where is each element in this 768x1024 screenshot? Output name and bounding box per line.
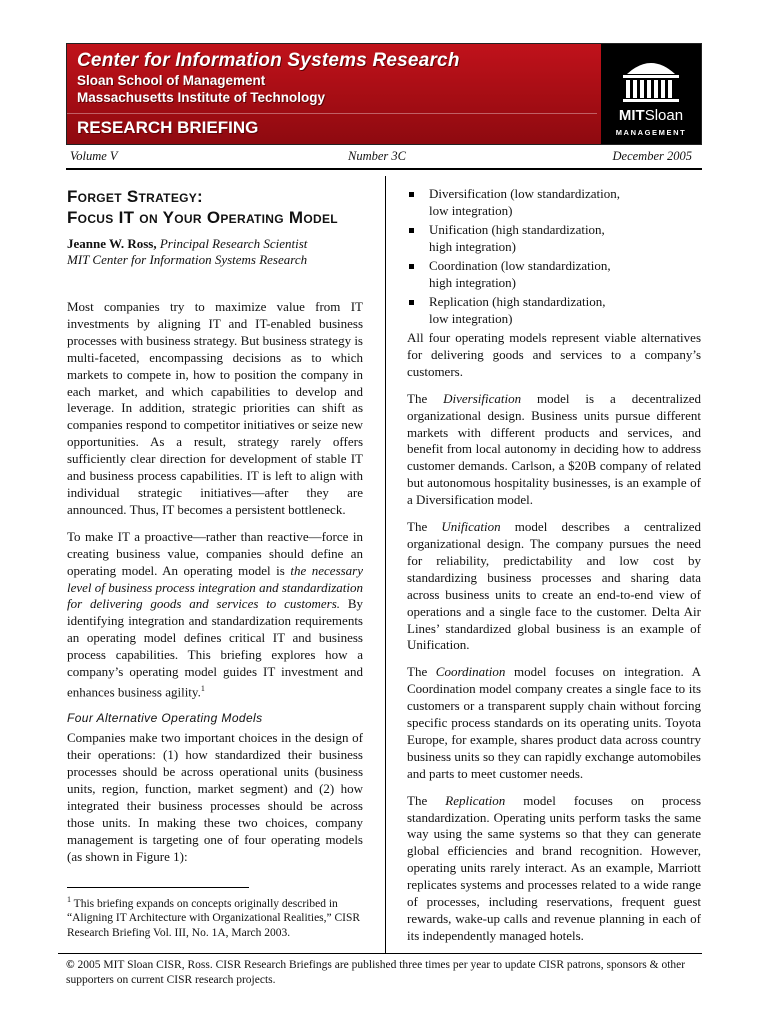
- volume: Volume V: [70, 149, 118, 163]
- paragraph-unification: The Unification model describes a centralized organizational design. The company pursues the need for reliability, predictability and low cost by standardizing business processes and sharing data across business units to create an end-to-end view of operations and a single face to the customer. Delta Air Lines’ standardized global business is an example of Unification.: [407, 519, 701, 653]
- banner-text: [77, 50, 460, 106]
- footnote-rule: [67, 887, 249, 888]
- paragraph-intro: Most companies try to maximize value from IT investments by aligning IT and IT-enabled business processes with business strategy. But business strategy is multi-faceted, encompassing decisions as to which markets to compete in, how to position the company in each market, and which capabilities to develop and leverage. In addition, strategic priorities can shift as companies respond to competitor initiatives or seize new opportunities. As a result, strategy rarely offers sufficiently clear direction for development of stable IT and business process capabilities. IT is left to align with individual strategic initiatives—after they are announced. Thus, IT becomes a persistent bottleneck.: [67, 299, 363, 517]
- header-rule: [66, 168, 702, 170]
- paragraph-coordination: The Coordination model focuses on integration. A Coordination model company creates a single face to its customers or a transparent supply chain without forcing specific process standards on its operating units. Toyota Europe, for example, shares product data across country business units so they can rapidly exchange automobiles and parts to meet customer needs.: [407, 664, 701, 781]
- list-item: Replication (high standardization, low integration): [407, 294, 701, 327]
- title-line-2: Focus IT on Your Operating Model: [67, 208, 338, 227]
- center-name: Center for Information Systems Research: [77, 50, 460, 71]
- mit-sloan-wordmark: MITSloan: [618, 107, 684, 124]
- author-name: Jeanne W. Ross,: [67, 236, 157, 251]
- paragraph-all-four: All four operating models represent viable alternatives for delivering goods and services to a company’s customers.: [407, 330, 701, 379]
- institute-name: Massachusetts Institute of Technology: [77, 90, 326, 105]
- bullet-icon: [409, 264, 414, 269]
- bullet-icon: [409, 228, 414, 233]
- list-item: Unification (high standardization, high integration): [407, 222, 701, 255]
- title-line-1: Forget Strategy:: [67, 187, 204, 206]
- author-affiliation: MIT Center for Information Systems Research: [67, 252, 308, 267]
- paragraph-diversification: The Diversification model is a decentralized organizational design. Business units pursue different markets with different products and services, and benefit from local autonomy in deciding how to address customer demands. Carlson, a $20B company of related but autonomous hospitality businesses, is an example of a Diversification model.: [407, 390, 701, 508]
- footnote: $^1$ This briefing expands on concepts originally described in “Aligning IT Architecture with Organizational Realities,” CISR Research Briefing Vol. III, No. 1A, March 2003.: [67, 895, 361, 939]
- issue-info: [66, 149, 702, 167]
- list-item: Diversification (low standardization, low integration): [407, 186, 701, 219]
- right-column: [407, 186, 701, 945]
- column-divider: [385, 176, 386, 953]
- section-heading: Four Alternative Operating Models: [67, 711, 263, 726]
- research-briefing-label: RESEARCH BRIEFING: [77, 118, 259, 137]
- paragraph-two-choices: Companies make two important choices in the design of their operations: (1) how standardized their business processes should be across operational units (business units, region, function, market segment) and (2) how integrated their business processes should be across those units. In making these two choices, company management is targeting one of four operating models (as shown in Figure 1):: [67, 730, 363, 864]
- school-name: Sloan School of Management: [77, 73, 266, 88]
- list-item: Coordination (low standardization, high integration): [407, 258, 701, 291]
- issue-date: December 2005: [612, 149, 692, 163]
- left-column: [67, 186, 363, 865]
- mit-sloan-logo: [601, 44, 701, 144]
- header-banner: [66, 43, 702, 145]
- paragraph-replication: The Replication model focuses on process standardization. Operating units perform tasks the same way using the same systems so that they can generate global efficiencies and brand recognition. However, operating units rarely interact. As an example, Marriott replicates systems and processes related to a wide range of processes, including reservations, frequent guest rewards, wake-up calls and revenue planning in each of its independently managed hotels.: [407, 792, 702, 943]
- banner-divider: [67, 113, 597, 114]
- author-role: Principal Research Scientist: [159, 236, 308, 251]
- bullet-icon: [409, 300, 414, 305]
- operating-models-list: [407, 186, 701, 327]
- issue-number: Number 3C: [348, 149, 406, 163]
- author-line: [67, 236, 363, 252]
- article-title: [67, 186, 363, 228]
- management-wordmark: MANAGEMENT: [615, 128, 687, 137]
- copyright-icon: ©: [66, 959, 75, 971]
- bullet-icon: [409, 192, 414, 197]
- footer-rule: [58, 953, 702, 954]
- dome-icon: [619, 58, 683, 104]
- copyright-notice: © 2005 MIT Sloan CISR, Ross. CISR Research Briefings are published three times per year to update CISR patrons, sponsors & other supporters on current CISR research projects.: [66, 959, 686, 986]
- paragraph-operating-model: To make IT a proactive—rather than reactive—force in creating business value, companies should define an operating model. An operating model is the necessary level of business process integration and standardization for delivering goods and services to customers. By identifying integration and standardization requirements an operating model defines critical IT and business process capabilities. This briefing explores how a company’s operating model guides IT investment and enhances business agility.$^1$: [67, 528, 364, 700]
